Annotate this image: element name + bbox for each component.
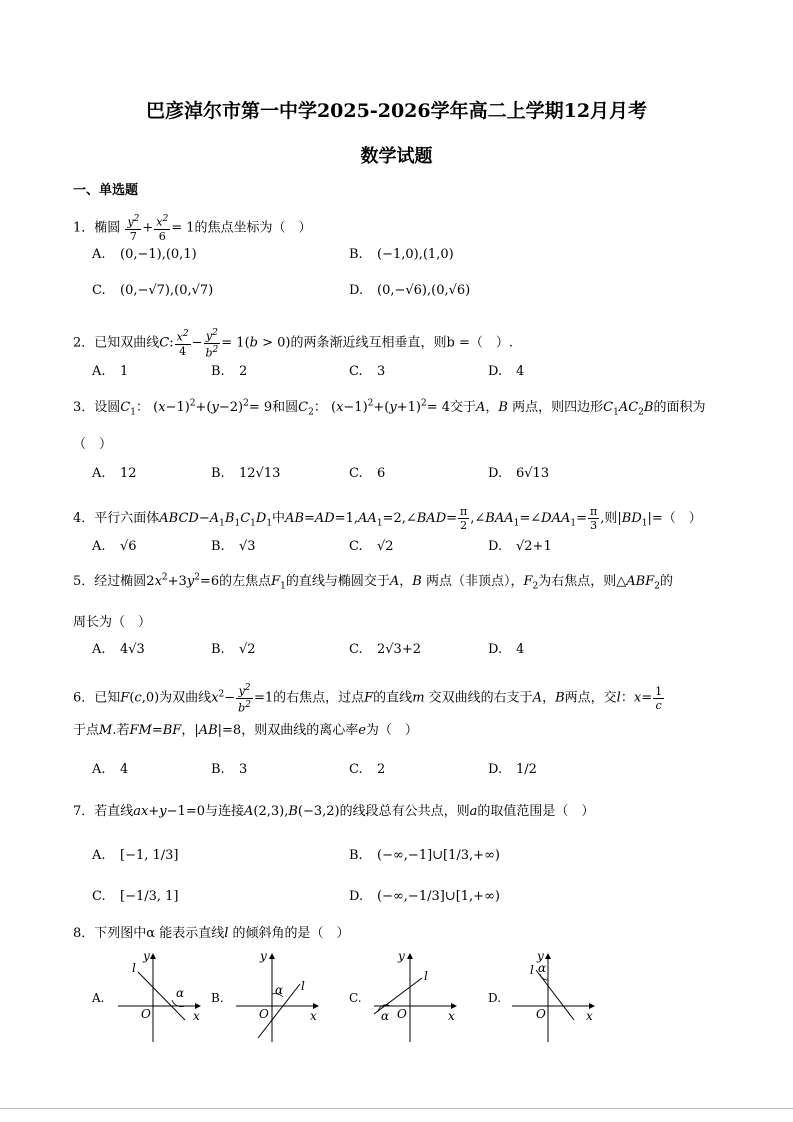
svg-text:l: l <box>132 961 136 975</box>
q5-text-3: 的直线与椭圆交于 <box>285 574 390 589</box>
svg-text:O: O <box>397 1007 407 1021</box>
q3-option-c[interactable]: C. 6 <box>349 466 386 481</box>
q3-text-4: 两点，则四边形 <box>512 400 604 415</box>
q6-option-d[interactable]: D. 1/2 <box>488 762 537 777</box>
q6-frac-2: $\frac{1}{c}$ <box>655 684 663 712</box>
q7-option-c[interactable]: C. [−1/3, 1] <box>92 889 179 904</box>
svg-text:D.: D. <box>488 991 502 1005</box>
q5-text-4: 两点（非顶点）， <box>426 574 524 589</box>
svg-text:O: O <box>536 1007 546 1021</box>
q3-option-d[interactable]: D. 6√13 <box>488 466 550 481</box>
q8-figure-d[interactable] <box>488 949 594 1042</box>
q4-number: 4． <box>73 511 95 526</box>
q7-text-2: 与连接 <box>204 804 244 819</box>
q1-frac-2: $\frac{x^2}{6}$ <box>156 214 169 243</box>
question-5: 5．经过椭圆$2x^2+3y^2=6$的左焦点$F_1$的直线与椭圆交于A，B 两点（非顶点），$F_2$为右焦点，则$\triangle ABF_2$的 <box>73 572 674 592</box>
q7-option-b[interactable]: B. (−∞,−1]∪[1/3,+∞) <box>349 848 500 863</box>
q6-text-8: 若 <box>116 723 130 738</box>
svg-text:x: x <box>448 1009 455 1023</box>
svg-text:α: α <box>381 1009 390 1023</box>
q4-text-2: 中 <box>272 511 286 526</box>
q3-text-3: 交于 <box>450 400 477 415</box>
q4-frac-1: $\frac{\pi}{2}$ <box>460 505 468 532</box>
q6-text-5: 交双曲线的右支于 <box>428 690 533 706</box>
q8-figure-b[interactable] <box>211 949 318 1042</box>
question-6: 6．已知F(c,0)为双曲线$x^2-$ $\frac{y^2}{b^2}$ =1的右焦点，过点F的直线m 交双曲线的右支于A，B两点，交l：x= $\frac{1}{c}$ <box>73 683 663 715</box>
q2-text: 已知双曲线 <box>94 335 160 351</box>
q4-option-d[interactable]: D. √2+1 <box>488 539 552 554</box>
q1-number: 1． <box>73 220 95 236</box>
page-bottom-divider <box>0 1108 793 1109</box>
q3-number: 3． <box>73 400 95 415</box>
q4-option-c[interactable]: C. √2 <box>349 539 394 554</box>
q3-text-5: 的面积为 <box>653 400 706 415</box>
q1-text-end: 的焦点坐标为（ ） <box>194 220 312 236</box>
q6-text-2: 为双曲线 <box>159 690 212 706</box>
q1-option-d[interactable]: D. (0,−√6),(0,√6) <box>349 283 471 298</box>
q1-option-a[interactable]: A. (0,−1),(0,1) <box>92 247 197 262</box>
q6-text-7: 于点 <box>73 723 100 738</box>
question-6-cont: 于点M.若FM=BF，|AB|=8，则双曲线的离心率e为（ ） <box>73 723 418 738</box>
svg-text:x: x <box>310 1009 317 1023</box>
q3-option-a[interactable]: A. 12 <box>92 466 137 481</box>
q2-number: 2． <box>73 335 95 351</box>
question-7: 7．若直线ax+y−1=0与连接A(2,3),B(−3,2)的线段总有公共点，则a的取值范围是（ ） <box>73 804 595 819</box>
question-4: 4．平行六面体$ABCD-A_1B_1C_1D_1$中$AB=AD=1,AA_1=2,\angle BAD=$ $\frac{\pi}{2}$ $,\angle BAA_1=\angle DAA_1=$ $\frac{\pi}{3}$ ,则$|BD_1|=$（ ） <box>73 505 702 532</box>
q1-text: 椭圆 <box>94 220 121 236</box>
q8-figure-a[interactable] <box>91 949 200 1042</box>
svg-text:O: O <box>259 1007 269 1021</box>
svg-text:α: α <box>538 961 547 975</box>
svg-text:l: l <box>301 979 305 993</box>
q5-number: 5． <box>73 574 95 589</box>
q6-option-c[interactable]: C. 2 <box>349 762 386 777</box>
svg-text:α: α <box>176 986 185 1000</box>
q1-option-b[interactable]: B. (−1,0),(1,0) <box>349 247 454 262</box>
q8-number: 8． <box>73 926 95 941</box>
svg-text:y: y <box>143 949 150 963</box>
q5-text-5: 为右焦点，则 <box>538 574 617 589</box>
q1-frac-1: $\frac{y^2}{7}$ <box>127 214 140 243</box>
q5-continuation: 周长为（ ） <box>73 615 152 630</box>
svg-text:α: α <box>275 983 284 997</box>
q5-option-d[interactable]: D. 4 <box>488 642 525 657</box>
svg-text:A.: A. <box>92 991 105 1005</box>
question-2: 2．已知双曲线C: $\frac{x^2}{4}$ − $\frac{y^2}{b^2}$ = 1(b > 0)的两条渐近线互相垂直，则b =（ ）. <box>73 328 513 360</box>
question-3: 3．设圆$C_1$： $(x-1)^2+(y-2)^2= 9$和圆$C_2$： $(x-1)^2+(y+1)^2= 4$交于A，B 两点，则四边形$C_1AC_2B$的面积为 <box>73 398 706 418</box>
svg-text:C.: C. <box>349 991 362 1005</box>
q6-option-b[interactable]: B. 3 <box>211 762 248 777</box>
q4-text-3: =（ ） <box>651 511 702 526</box>
section-heading: 一、单选题 <box>73 183 139 198</box>
q5-text-2: 的左焦点 <box>219 574 272 589</box>
svg-text:y: y <box>260 949 267 963</box>
q7-text-4: 的取值范围是（ ） <box>477 804 595 819</box>
q2-frac-2: $\frac{y^2}{b^2}$ <box>205 328 219 360</box>
q7-number: 7． <box>73 804 95 819</box>
q3-option-b[interactable]: B. 12√13 <box>211 466 281 481</box>
q5-option-b[interactable]: B. √2 <box>211 642 256 657</box>
svg-text:O: O <box>141 1007 151 1021</box>
q2-option-d[interactable]: D. 4 <box>488 364 525 379</box>
q4-option-b[interactable]: B. √3 <box>211 539 256 554</box>
svg-text:x: x <box>586 1009 593 1023</box>
q6-option-a[interactable]: A. 4 <box>92 762 129 777</box>
q2-option-b[interactable]: B. 2 <box>211 364 248 379</box>
svg-text:x: x <box>193 1009 200 1023</box>
q3-text: 设圆 <box>94 400 121 415</box>
q4-frac-2: $\frac{\pi}{3}$ <box>590 505 598 532</box>
q2-option-c[interactable]: C. 3 <box>349 364 386 379</box>
q6-text: 已知 <box>94 690 121 706</box>
svg-text:y: y <box>537 949 544 963</box>
q8-figure-c[interactable] <box>349 949 456 1042</box>
q2-frac-1: $\frac{x^2}{4}$ <box>176 329 189 358</box>
q2-text-end: 的两条渐近线互相垂直，则b =（ ）. <box>290 335 513 351</box>
q3-paren: （ ） <box>73 437 113 452</box>
q5-option-c[interactable]: C. 2√3+2 <box>349 642 421 657</box>
q8-figures <box>0 942 793 1062</box>
q6-text-6: 两点，交 <box>564 690 617 706</box>
q6-text-10: 为（ ） <box>365 723 418 738</box>
q6-number: 6． <box>73 690 95 706</box>
q7-text-3: 的线段总有公共点，则 <box>339 804 470 819</box>
q8-text: 下列图中α 能表示直线 <box>94 926 225 941</box>
q4-text: 平行六面体 <box>94 511 160 526</box>
svg-text:y: y <box>398 949 405 963</box>
svg-text:l: l <box>424 969 428 983</box>
q8-text-2: 的倾斜角的是（ ） <box>232 926 350 941</box>
question-1: 1．椭圆 $\frac{y^2}{7}$ + $\frac{x^2}{6}$ = 1的焦点坐标为（ ） <box>73 214 312 243</box>
q7-option-a[interactable]: A. [−1, 1/3] <box>92 848 179 863</box>
q6-text-4: 的直线 <box>373 690 413 706</box>
q1-option-c[interactable]: C. (0,−√7),(0,√7) <box>92 283 214 298</box>
q2-option-a[interactable]: A. 1 <box>92 364 129 379</box>
q5-option-a[interactable]: A. 4√3 <box>92 642 145 657</box>
q6-text-9: ，则双曲线的离心率 <box>241 723 359 738</box>
svg-text:l: l <box>530 963 534 977</box>
exam-subtitle: 数学试题 <box>360 146 433 167</box>
q6-text-3: 的右焦点，过点 <box>273 690 365 706</box>
q6-frac-1: $\frac{y^2}{b^2}$ <box>238 683 251 715</box>
q7-text: 若直线 <box>94 804 134 819</box>
q4-option-a[interactable]: A. √6 <box>92 539 137 554</box>
svg-text:B.: B. <box>211 991 224 1005</box>
question-8: 8．下列图中α 能表示直线l 的倾斜角的是（ ） <box>73 926 350 941</box>
exam-title: 巴彦淖尔市第一中学2025-2026学年高二上学期12月月考 <box>145 100 648 122</box>
q7-option-d[interactable]: D. (−∞,−1/3]∪[1,+∞) <box>349 889 500 904</box>
q5-text-6: 的 <box>660 574 674 589</box>
q5-text: 经过椭圆 <box>94 574 147 589</box>
q3-text-2: 和圆 <box>272 400 299 415</box>
